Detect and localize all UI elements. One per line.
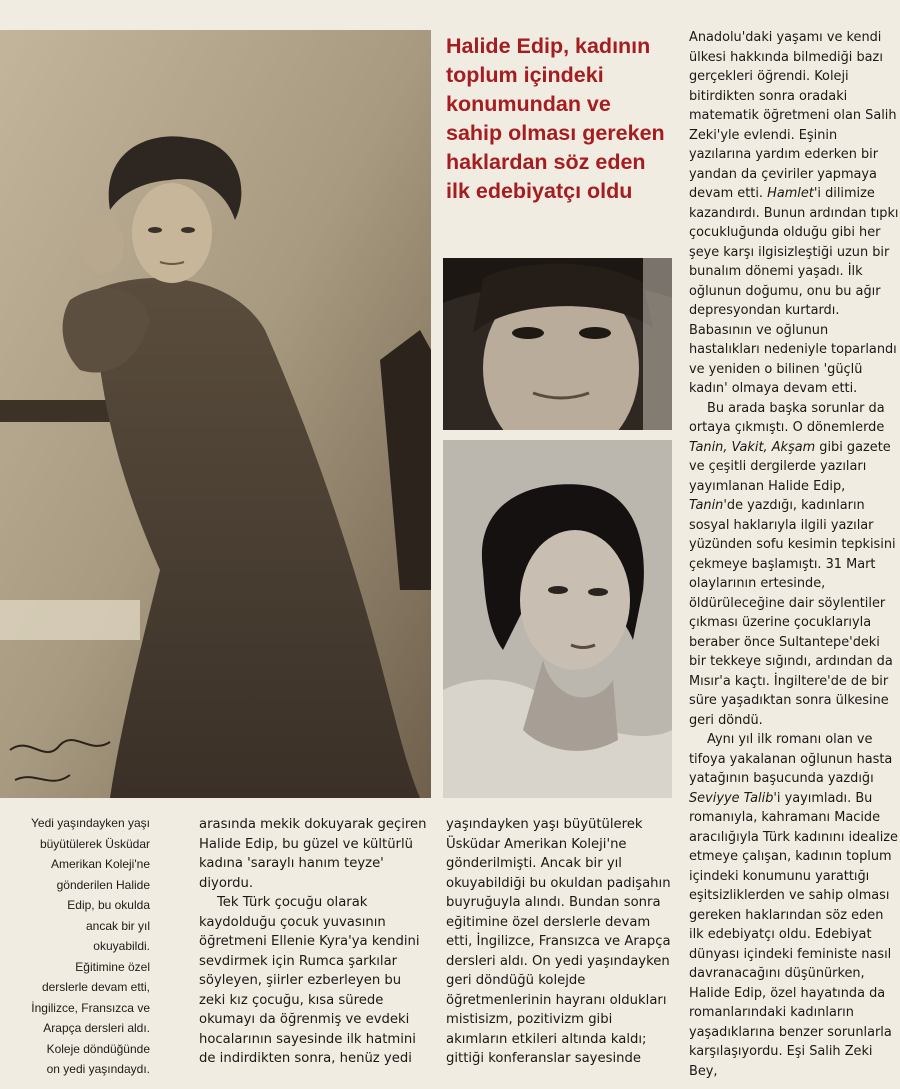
italic-title: Seviyye Talib [689,790,774,806]
caption-line: gönderilen Halide [56,877,150,892]
caption-line: Yedi yaşındayken yaşı [31,816,150,830]
paragraph: yaşındayken yaşı büyütülerek Üsküdar Amerikan Koleji'ne gönderilmişti. Ancak bir yıl okuyabildiği bu okuldan padişahın buyruğuyla alındı. Bundan sonra eğitimine özel derslerle devam etti, İngilizce, Fransızca ve Arapça dersleri aldı. On yedi yaşındayken geri döndüğü kolejde öğretmenlerinin hayranı oldukları mistisizm, pozitivizm gibi akımların etkileri altında kaldı; gittiği konferanslar sayesinde [446,817,671,1066]
italic-title: Tanin [689,498,724,513]
italic-title: Hamlet [767,186,814,201]
paragraph: arasında mekik dokuyarak geçiren Halide Edip, bu güzel ve kültürlü kadına 'saraylı hanım teyze' diyordu. [199,817,427,891]
paragraph: Aynı yıl ilk romanı olan ve tifoya yakalanan oğlunun hasta yatağının başucunda yazdığı Seviyye Talib'i yayımladı. Bu romanıyla, kahramanı Macide aracılığıyla Türk kadınını idealize etmeye çalışan, kadının toplum içindeki konumunu yarattığı eşitsizliklerden ve sahip olması gereken haklarından söz eden ilk edebiyatçı oldu. Edebiyat dünyası içindeki feministe nasıl davranacağını düşünürken, Halide Edip, özel hayatında da romanlarındaki kadınların yaşadıklarına benzer sorunlarla karşılaşıyordu. Eşi Salih Zeki Bey, [689,732,898,1079]
italic-newspapers: Tanin, Vakit, Akşam [689,439,816,455]
caption-line: büyütülerek Üsküdar [39,836,150,851]
caption-line: Arapça dersleri aldı. [43,1021,150,1035]
caption-line: on yedi yaşındaydı. [46,1062,150,1076]
paragraph: Tek Türk çocuğu olarak kaydolduğu çocuk yuvasının öğretmeni Ellenie Kyra'ya kendini sevdirmek için Rumca şarkılar söyleyen, şiirler ezberleyen bu zeki kız çocuğu, kısa sürede okumayı da öğrenmiş ve evdeki hocalarının sayesinde ilk hatmini de indirdikten sonra, henüz yedi [199,895,420,1066]
caption-line: Edip, bu okulda [67,898,150,912]
article-column-3 [689,28,900,1081]
caption-line: derslerle devam etti, [41,980,150,994]
article-column-1 [199,815,427,1069]
pull-quote-headline: Halide Edip, kadının toplum içindeki konumundan ve sahip olması gereken haklardan söz eden ilk edebiyatçı oldu [446,34,665,203]
photo-caption [0,813,150,1080]
caption-line: ancak bir yıl [85,918,150,933]
caption-line: okuyabildi. [93,939,150,953]
caption-line: Koleje döndüğünde [46,1041,150,1056]
portrait-photo-bob-haircut [443,440,672,798]
paragraph: Bu arada başka sorunlar da ortaya çıkmıştı. O dönemlerde Tanin, Vakit, Akşam gibi gazete ve çeşitli dergilerde yazıları yayımlanan Halide Edip, Tanin'de yazdığı, kadınların sosyal haklarıyla ilgili yazılar yüzünden sofu kesimin tepkisini çekmeye başlamıştı. 31 Mart olaylarının ertesinde, öldürüleceğine dair söylentiler çıkması üzerine çocuklarıyla beraber önce Sultantepe'deki bir tekkeye sığındı, ardından da Mısır'a kaçtı. İngiltere'de de bir süre yaşadıktan sonra ülkesine geri döndü. [689,400,896,728]
portrait-photo-face-closeup [443,258,672,430]
caption-line: Amerikan Koleji'ne [50,857,150,871]
caption-line: Eğitimine özel [75,959,150,974]
paragraph: Anadolu'daki yaşamı ve kendi ülkesi hakkında bilmediği bazı gerçekleri öğrendi. Koleji bitirdikten sonra oradaki matematik öğretmeni olan Salih Zeki'yle evlendi. Eşinin yazılarına yardım ederken bir yandan da çeviriler yapmaya devam etti. Hamlet'i dilimize kazandırdı. Bunun ardından tıpkı çocukluğunda olduğu gibi her şeye karşı ilgisizleştiği uzun bir bunalım dönemi yaşadı. İlk oğlunun doğumu, onu bu ağır depresyondan kurtardı. Babasının ve oğlunun hastalıkları nedeniyle toparlandı ve yeniden o bilinen 'güçlü kadın' olmaya devam etti. [689,30,899,396]
caption-line: İngilizce, Fransızca ve [31,1000,150,1015]
article-column-2 [446,815,672,1069]
portrait-photo-halide-edip-seated [0,30,431,798]
